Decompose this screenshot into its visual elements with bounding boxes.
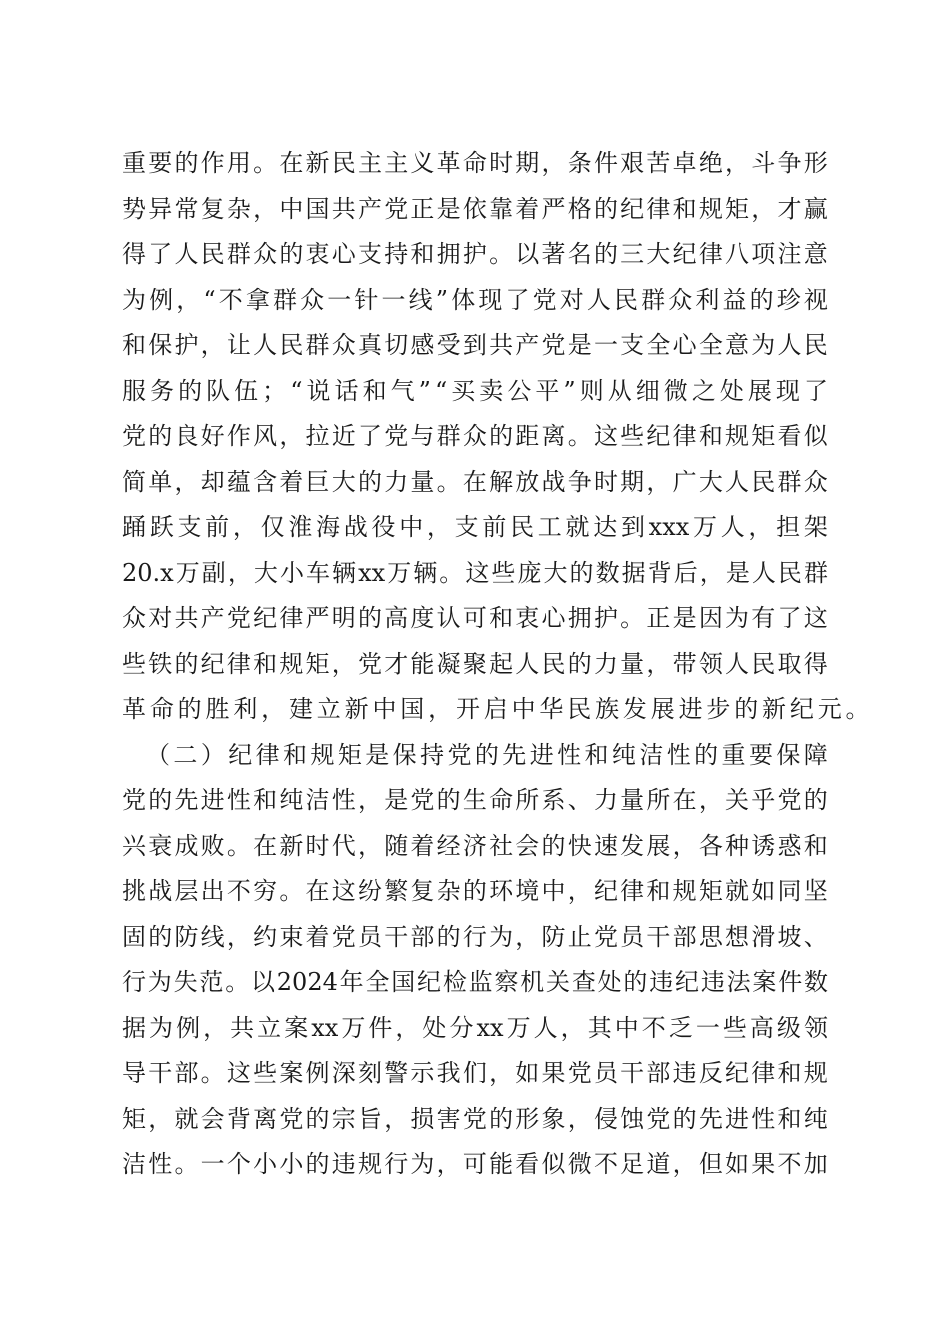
text-line: 兴 衰 成 败 。 在 新 时 代 ， 随 着 经 济 社 会 的 快 速 发 展 ， 各 种 诱 惑 和 <box>122 831 828 860</box>
text-line: 革 命 的 胜 利 ， 建 立 新 中 国 ， 开 启 中 华 民 族 发 展 进 步 的 新 纪 元 。 <box>122 695 870 723</box>
text-line: 矩 ， 就 会 背 离 党 的 宗 旨 ， 损 害 党 的 形 象 ， 侵 蚀 党 的 先 进 性 和 纯 <box>122 1104 828 1133</box>
text-line: 简 单 ， 却 蕴 含 着 巨 大 的 力 量 。 在 解 放 战 争 时 期 ， 广 大 人 民 群 众 <box>122 467 828 496</box>
text-line: 行 为 失 范 。 以 2024 年 全 国 纪 检 监 察 机 关 查 处 的 违 纪 违 法 案 件 数 <box>122 968 828 996</box>
text-line: 众 对 共 产 党 纪 律 严 明 的 高 度 认 可 和 衷 心 拥 护 。 正 是 因 为 有 了 这 <box>122 604 828 632</box>
text-line: 势 异 常 复 杂 ， 中 国 共 产 党 正 是 依 靠 着 严 格 的 纪 律 和 规 矩 ， 才 赢 <box>122 194 828 223</box>
text-line: 导 干 部 。 这 些 案 例 深 刻 警 示 我 们 ， 如 果 党 员 干 部 违 反 纪 律 和 规 <box>122 1059 828 1087</box>
text-line: 些 铁 的 纪 律 和 规 矩 ， 党 才 能 凝 聚 起 人 民 的 力 量 ， 带 领 人 民 取 得 <box>122 649 828 678</box>
text-line: 得 了 人 民 群 众 的 衷 心 支 持 和 拥 护 。 以 著 名 的 三 大 纪 律 八 项 注 意 <box>122 240 828 268</box>
text-line: 踊 跃 支 前 ， 仅 淮 海 战 役 中 ， 支 前 民 工 就 达 到 xxx 万 人 ， 担 架 <box>122 513 828 541</box>
text-line: 服 务 的 队 伍 ； “ 说 话 和 气 ” “ 买 卖 公 平 ” 则 从 细 微 之 处 展 现 了 <box>122 376 828 405</box>
text-line: 为 例 ， “ 不 拿 群 众 一 针 一 线 ” 体 现 了 党 对 人 民 群 众 利 益 的 珍 视 <box>122 285 828 314</box>
text-line: 党 的 良 好 作 风 ， 拉 近 了 党 与 群 众 的 距 离 。 这 些 纪 律 和 规 矩 看 似 <box>122 422 828 450</box>
text-line: 和 保 护 ， 让 人 民 群 众 真 切 感 受 到 共 产 党 是 一 支 全 心 全 意 为 人 民 <box>122 331 828 359</box>
text-line: 20.x 万 副 ， 大 小 车 辆 xx 万 辆 。 这 些 庞 大 的 数 据 背 后 ， 是 人 民 群 <box>122 558 828 587</box>
text-line: 固 的 防 线 ， 约 束 着 党 员 干 部 的 行 为 ， 防 止 党 员 干 部 思 想 滑 坡 、 <box>122 922 828 951</box>
text-line: 据 为 例 ， 共 立 案 xx 万 件 ， 处 分 xx 万 人 ， 其 中 不 乏 一 些 高 级 领 <box>122 1013 828 1042</box>
text-line: 洁 性 。 一 个 小 小 的 违 规 行 为 ， 可 能 看 似 微 不 足 道 ， 但 如 果 不 加 <box>122 1150 828 1178</box>
document-body <box>122 141 870 1188</box>
text-line: 挑 战 层 出 不 穷 。 在 这 纷 繁 复 杂 的 环 境 中 ， 纪 律 和 规 矩 就 如 同 坚 <box>122 877 828 905</box>
text-line: 党 的 先 进 性 和 纯 洁 性 ， 是 党 的 生 命 所 系 、 力 量 所 在 ， 关 乎 党 的 <box>122 786 828 814</box>
section-heading: （ 二 ） 纪 律 和 规 矩 是 保 持 党 的 先 进 性 和 纯 洁 性 的 重 要 保 障 <box>146 740 828 769</box>
text-line: 重 要 的 作 用 。 在 新 民 主 主 义 革 命 时 期 ， 条 件 艰 苦 卓 绝 ， 斗 争 形 <box>122 149 828 177</box>
